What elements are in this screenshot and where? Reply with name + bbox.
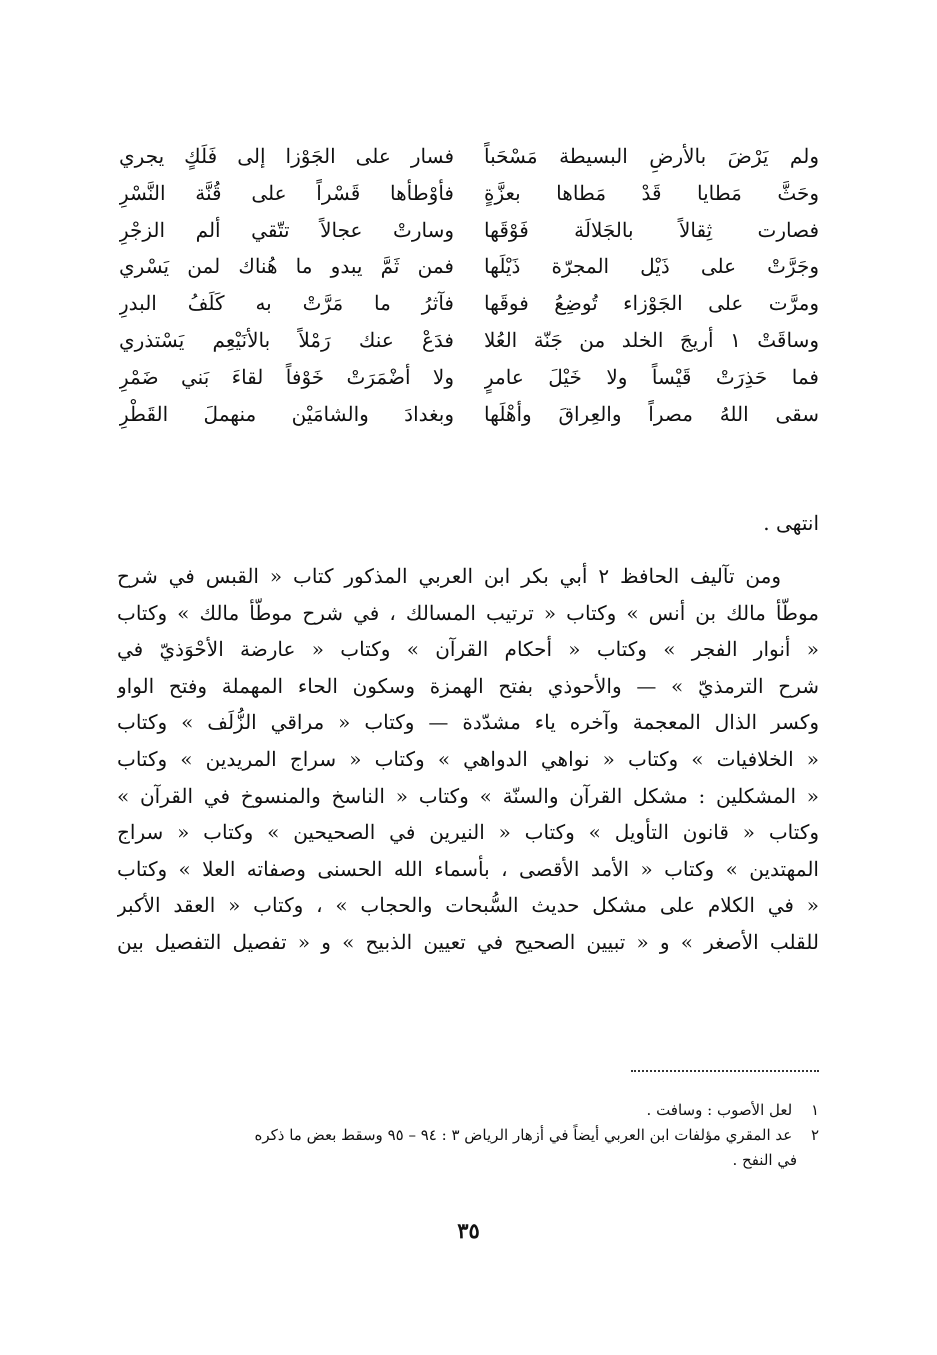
verse-first-hemistich: فصارت ثِقالاً بالجَلالَة فَوْقَها <box>484 217 819 242</box>
footnote-text: عد المقري مؤلفات ابن العربي أيضاً في أزهار الرياض ٣ : ٩٤ – ٩٥ وسقط بعض ما ذكره <box>254 1126 793 1144</box>
prose-paragraph <box>117 558 819 961</box>
footnotes <box>117 1098 819 1173</box>
prose-line: شرح الترمذيّ » — والأحوذي بفتح الهمزة وسكون الحاء المهملة وفتح الواو <box>117 673 819 698</box>
prose-line: « الخلافيات » وكتاب « نواهي الدواهي » وكتاب « سراج المريدين » وكتاب <box>117 746 819 771</box>
prose-line: للقلب الأصغر » و « تبيين الصحيح في تعيين الذبيح » و « تفصيل التفصيل بين <box>117 929 819 954</box>
verse <box>119 396 819 433</box>
verse <box>119 138 819 175</box>
verse-first-hemistich: وجَرَّتْ على ذَيْل المجرّة ذَيْلَها <box>484 254 819 279</box>
verse-second-hemistich: وسارتْ عجالاً تتّقي ألم الزجْرِ <box>119 217 454 242</box>
verse-second-hemistich: فآثرُ ما مَرَّتْ به كَلَفُ البدرِ <box>119 291 454 316</box>
prose-line: وكسر الذال المعجمة وآخره ياء مشدّدة — وكتاب « مراقي الزُّلَف » وكتاب <box>117 710 819 735</box>
prose-line: وكتاب « قانون التأويل » وكتاب « النيرين في الصحيحين » وكتاب « سراج <box>117 820 819 845</box>
verse-first-hemistich: ولم يَرْضَ بالأرضِ البسيطة مَسْحَباً <box>484 144 819 168</box>
footnote-number: ١ <box>810 1101 819 1119</box>
prose-line: المهتدين » وكتاب « الأمد الأقصى ، بأسماء الله الحسنى وصفاته العلا » وكتاب <box>117 856 819 881</box>
page-number: ٣٥ <box>457 1218 480 1243</box>
footnote-text: لعل الأصوب : وسافت . <box>646 1101 793 1119</box>
verse <box>119 175 819 212</box>
verse <box>119 248 819 285</box>
verse <box>119 359 819 396</box>
verse <box>119 322 819 359</box>
prose-line: ومن تآليف الحافظ ٢ أبي بكر ابن العربي المذكور كتاب « القبس في شرح <box>117 564 782 588</box>
verse-first-hemistich: وساقَتْ ١ أريجَ الخلد من جَنّة العُلا <box>484 327 819 352</box>
verse-first-hemistich: سقى اللهُ مصراً والعِراقَ وأهْلَها <box>484 401 819 426</box>
prose-line: « أنوار الفجر » وكتاب « أحكام القرآن » وكتاب « عارضة الأحْوَذيّ في <box>117 637 819 662</box>
footnote-number: ٢ <box>810 1126 819 1144</box>
verse-second-hemistich: فمن ثَمَّ يبدو ما هُناك لمن يَسْري <box>119 254 454 279</box>
poem <box>119 138 819 432</box>
footnote <box>117 1098 819 1123</box>
verse-first-hemistich: فما حَذِرَتْ قَيْساً ولا خَيْلَ عامرٍ <box>484 364 819 389</box>
verse-first-hemistich: ومرَّت على الجَوْزاء تُوضِعُ فوقَها <box>484 291 819 316</box>
prose-line: موطّأ مالك بن أنس » وكتاب « ترتيب المسالك ، في شرح موطّأ مالك » وكتاب <box>117 600 819 625</box>
footnote-continuation: في النفح . <box>732 1151 797 1169</box>
verse <box>119 212 819 249</box>
verse-second-hemistich: وبغدادَ والشامَيْن منهملَ القَطْرِ <box>119 401 454 426</box>
verse-first-hemistich: وحَثَّ مَطايا قَدْ مَطاها بعزَّةٍ <box>484 180 819 205</box>
footnote <box>117 1123 819 1148</box>
verse-second-hemistich: فأوْطأها قَسْراً على قُنَّة النَّسْرِ <box>119 180 454 205</box>
prose-line: « في الكلام على مشكل حديث السُّبحات والحجاب » ، وكتاب « العقد الأكبر <box>117 893 819 918</box>
verse-second-hemistich: ولا أضْمَرَتْ خَوْفاً لقاءَ بَني ضَمْرِ <box>119 364 454 389</box>
footnote-divider <box>631 1070 819 1072</box>
verse <box>119 285 819 322</box>
poem-closing: انتهى . <box>763 511 819 535</box>
verse-second-hemistich: فسار على الجَوْزا إلى فَلَكٍ يجري <box>119 144 454 168</box>
prose-line: « المشكلين : مشكل القرآن والسنّة » وكتاب « الناسخ والمنسوخ في القرآن » <box>117 783 819 808</box>
verse-second-hemistich: فدَعْ عنك رَمْلاً بالأنَيْعِم يَسْتذري <box>119 327 454 352</box>
